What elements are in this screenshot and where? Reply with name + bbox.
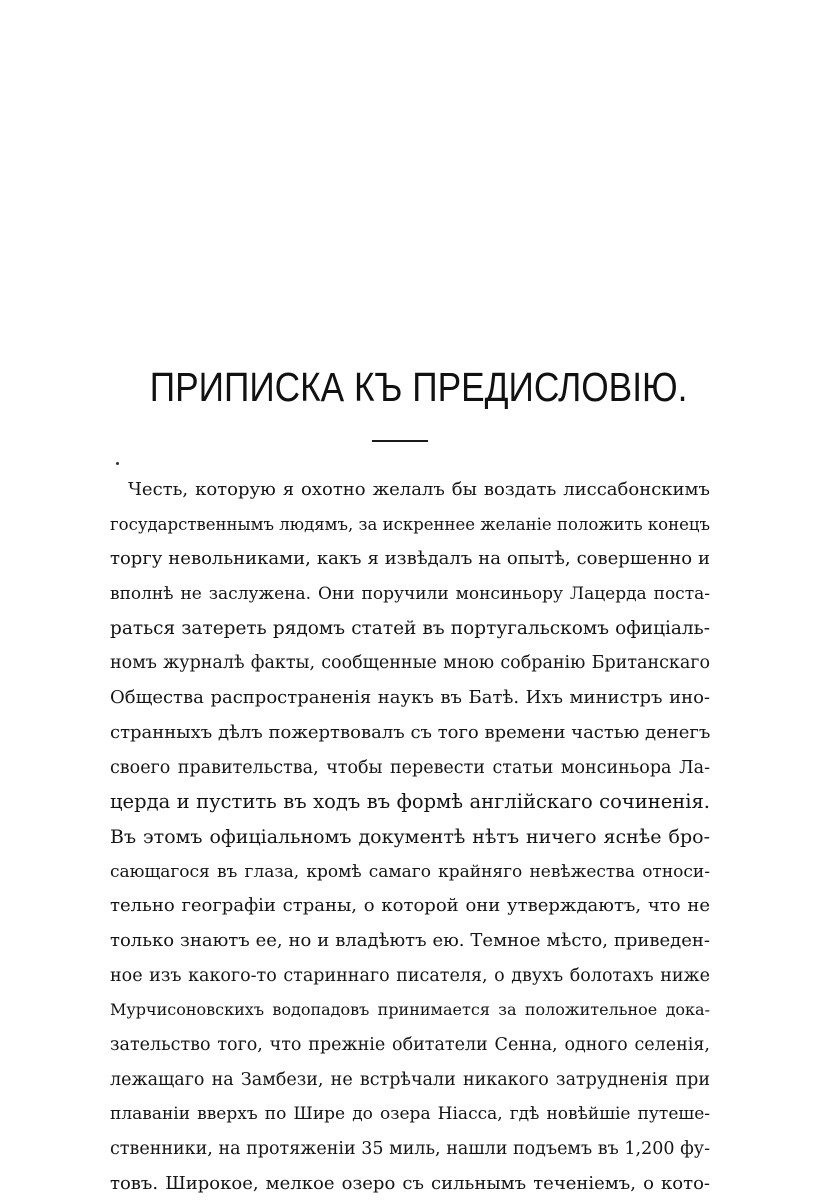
text-line: раться затереть рядомъ статей въ португальскомъ офиціаль- (110, 617, 710, 639)
text-line: странныхъ дѣлъ пожертвовалъ съ того времени частью денегъ (110, 721, 710, 743)
text-line: зательство того, что прежніе обитатели Сенна, одного селенія, (110, 1035, 710, 1055)
ink-speck (116, 462, 119, 465)
text-line: Общества распространенія наукъ въ Батѣ. Ихъ министръ ино- (110, 687, 710, 709)
text-line: тельно географіи страны, о которой они утверждаютъ, что не (110, 895, 710, 917)
text-line: номъ журналѣ факты, сообщенные мною собранію Британскаго (110, 653, 710, 674)
text-line: ственники, на протяженіи 35 миль, нашли подъемъ въ 1,200 фу- (110, 1139, 710, 1160)
text-line: только знаютъ ее, но и владѣютъ ею. Темное мѣсто, приведен- (110, 929, 710, 951)
text-line: лежащаго на Замбези, не встрѣчали никакого затрудненія при (110, 1069, 710, 1090)
text-line: церда и пустить въ ходъ въ формѣ англійскаго сочиненія. (110, 790, 710, 814)
text-line: вполнѣ не заслужена. Они поручили монсиньору Лацерда поста- (110, 584, 710, 605)
text-line: своего правительства, чтобы перевести статьи монсиньора Ла- (110, 757, 710, 778)
text-line: Честь, которую я охотно желалъ бы воздать лиссабонскимъ (128, 479, 710, 500)
text-line: Въ этомъ офиціальномъ документѣ нѣтъ ничего яснѣе бро- (110, 825, 710, 848)
text-line: государственнымъ людямъ, за искреннее желаніе положить конецъ (110, 514, 710, 534)
title-rule (372, 440, 428, 442)
text-line: Мурчисоновскихъ водопадовъ принимается за положительное дока- (110, 1000, 710, 1020)
text-line: торгу невольниками, какъ я извѣдалъ на опытѣ, совершенно и (110, 548, 710, 570)
body-text (110, 473, 710, 1201)
text-line: сающагося въ глаза, кромѣ самаго крайняго невѣжества относи- (110, 861, 710, 882)
chapter-title: ПРИПИСКА КЪ ПРЕДИСЛОВІЮ. (149, 364, 688, 410)
text-line: товъ. Широкое, мелкое озеро съ сильнымъ теченіемъ, о кото- (110, 1172, 710, 1194)
text-line: ное изъ какого-то стариннаго писателя, о двухъ болотахъ ниже (110, 965, 710, 986)
text-line: плаваніи вверхъ по Шире до озера Ніасса, гдѣ новѣйшіе путеше- (110, 1104, 710, 1125)
